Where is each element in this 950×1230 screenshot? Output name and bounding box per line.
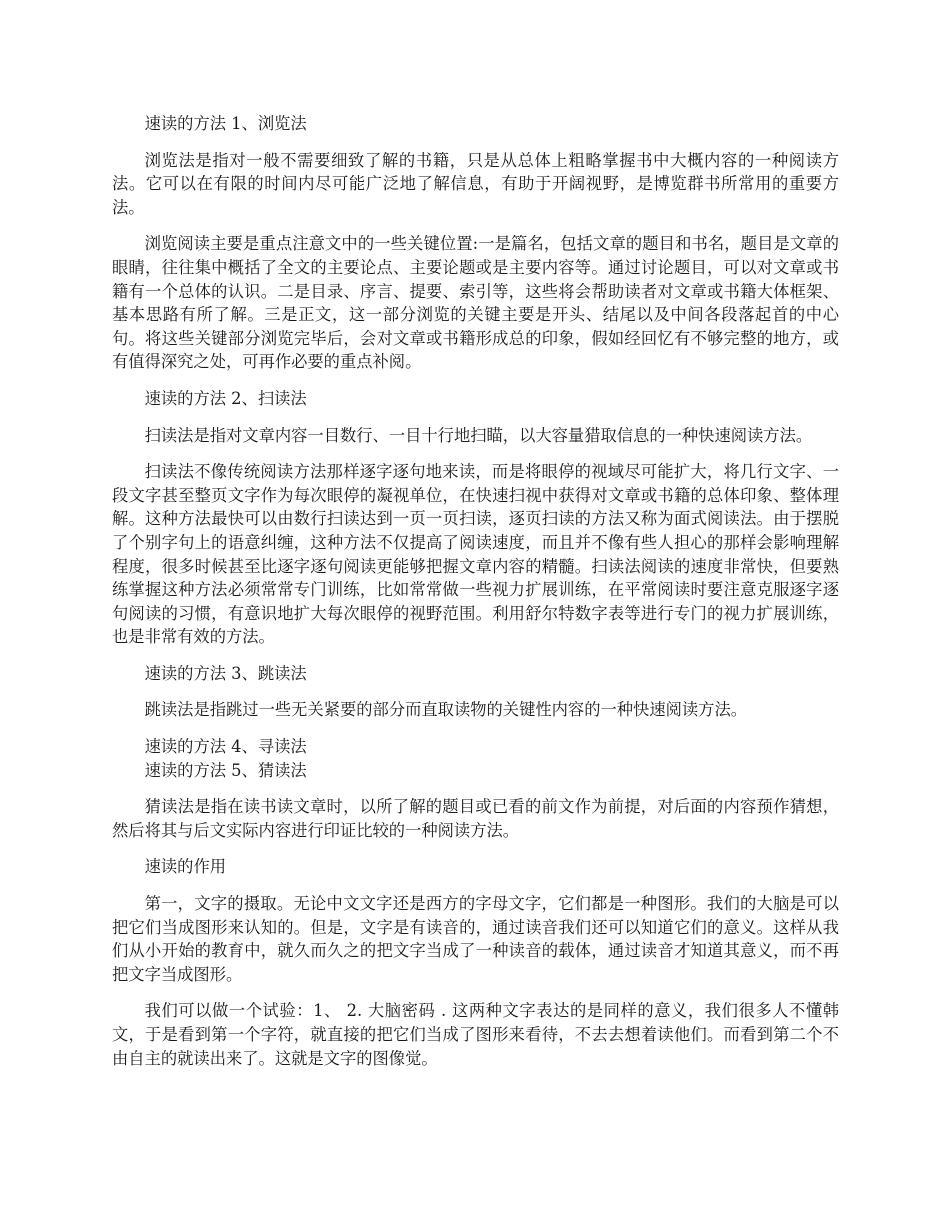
paragraph-skip-definition: 跳读法是指跳过一些无关紧要的部分而直取读物的关键性内容的一种快速阅读方法。 — [144, 700, 748, 720]
paragraph-text-capture: 第一，文字的摄取。无论中文文字还是西方的字母文字，它们都是一种图形。我们的大脑是可以把它们当成图形来认知的。但是，文字是有读音的，通过读音我们还可以知道它们的意义。这样从我们从小开始的教育中，就久而久之的把文字当成了一种读音的载体，通过读音才知道其意义，而不再把文字当成图形。 — [112, 894, 839, 984]
heading-method-1: 速读的方法 1、浏览法 — [144, 114, 307, 133]
paragraph-experiment: 我们可以做一个试验：1、 2. 大脑密码 . 这两种文字表达的是同样的意义，我们很多人不懂韩文，于是看到第一个字符，就直接的把它们当成了图形来看待，不去去想着读他们。而看到第二个不由自主的就读出来了。这就是文字的图像觉。 — [112, 1001, 839, 1068]
paragraph-scan-details: 扫读法不像传统阅读方法那样逐字逐句地来读，而是将眼停的视域尽可能扩大，将几行文字、一段文字甚至整页文字作为每次眼停的凝视单位，在快速扫视中获得对文章或书籍的总体印象、整体理解。这种方法最快可以由数行扫读达到一页一页扫读，逐页扫读的方法又称为面式阅读法。由于摆脱了个别字句上的语意纠缠，这种方法不仅提高了阅读速度，而且并不像有些人担心的那样会影响理解程度，很多时候甚至比逐字逐句阅读更能够把握文章内容的精髓。扫读法阅读的速度非常快，但要熟练掌握这种方法必须常常专门训练，比如常常做一些视力扩展训练，在平常阅读时要注意克服逐字逐句阅读的习惯，有意识地扩大每次眼停的视野范围。利用舒尔特数字表等进行专门的视力扩展训练，也是非常有效的方法。 — [112, 462, 839, 647]
heading-method-5: 速读的方法 5、猜读法 — [144, 760, 307, 780]
heading-method-2: 速读的方法 2、扫读法 — [144, 388, 307, 408]
document-page — [112, 112, 839, 1083]
heading-speed-reading-effects: 速读的作用 — [144, 857, 227, 877]
heading-method-3: 速读的方法 3、跳读法 — [144, 663, 307, 683]
paragraph-browse-definition: 浏览法是指对一般不需要细致了解的书籍，只是从总体上粗略掌握书中大概内容的一种阅读方法。它可以在有限的时间内尽可能广泛地了解信息，有助于开阔视野，是博览群书所常用的重要方法。 — [112, 150, 839, 217]
paragraph-browse-key-positions: 浏览阅读主要是重点注意文中的一些关键位置:一是篇名，包括文章的题目和书名，题目是文章的眼睛，往往集中概括了全文的主要论点、主要论题或是主要内容等。通过讨论题目，可以对文章或书籍有一个总体的认识。二是目录、序言、提要、索引等，这些将会帮助读者对文章或书籍大体框架、基本思路有所了解。三是正文，这一部分浏览的关键主要是开头、结尾以及中间各段落起首的中心句。将这些关键部分浏览完毕后，会对文章或书籍形成总的印象，假如经回忆有不够完整的地方，或有值得深究之处，可再作必要的重点补阅。 — [112, 234, 839, 372]
paragraph-scan-definition: 扫读法是指对文章内容一目数行、一目十行地扫瞄，以大容量猎取信息的一种快速阅读方法。 — [144, 425, 813, 445]
paragraph-guess-definition: 猜读法是指在读书读文章时，以所了解的题目或已看的前文作为前提，对后面的内容预作猜想，然后将其与后文实际内容进行印证比较的一种阅读方法。 — [112, 797, 839, 840]
heading-method-4: 速读的方法 4、寻读法 — [144, 737, 307, 757]
